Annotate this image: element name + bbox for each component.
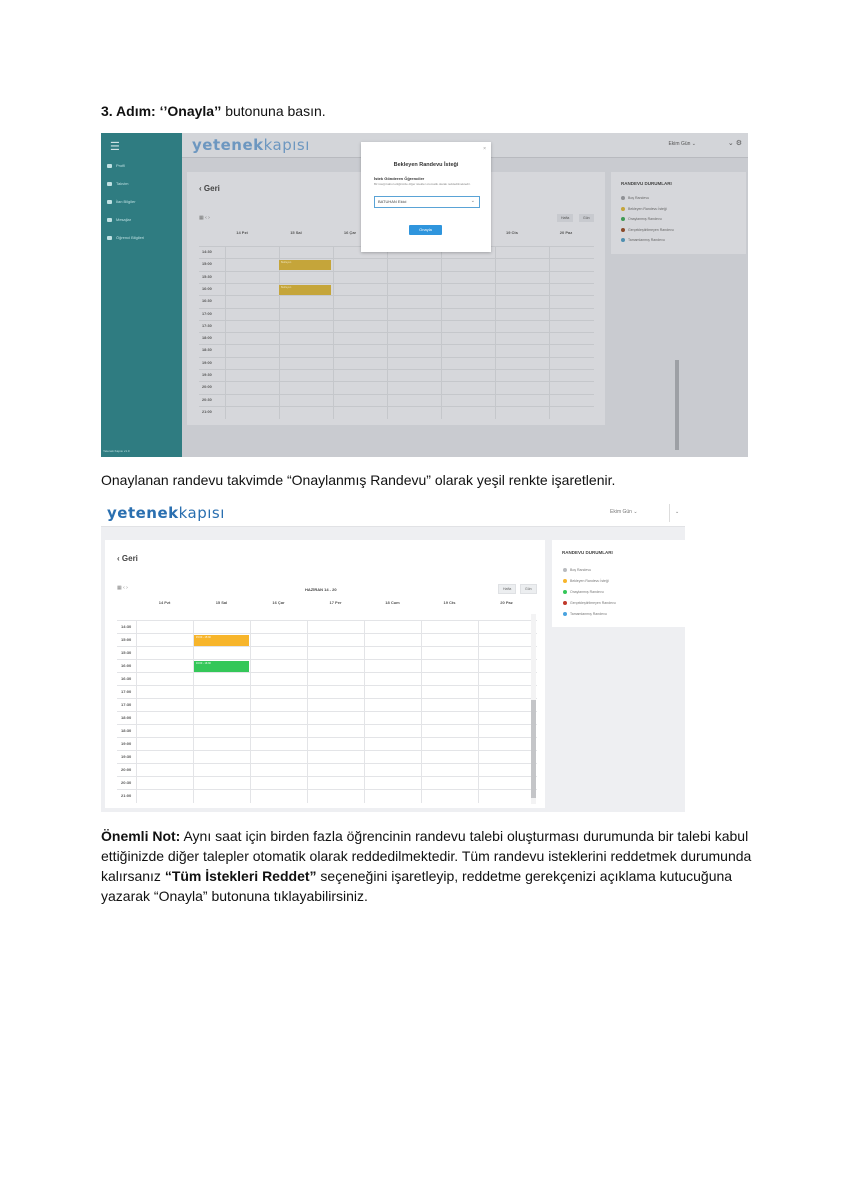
time-label: 17:30 [121, 702, 132, 707]
time-slot[interactable] [387, 272, 442, 284]
time-label: 17:00 [121, 689, 132, 694]
status-dot-icon [621, 238, 625, 242]
time-slot[interactable] [279, 309, 334, 321]
time-label: 20:30 [121, 780, 132, 785]
time-slot[interactable] [333, 395, 388, 407]
time-slot[interactable] [495, 370, 550, 382]
logo[interactable]: yetenekkapısı [192, 136, 310, 154]
close-icon[interactable]: × [483, 146, 486, 152]
legend-label: Tamamlanmış Randevu [570, 612, 607, 616]
view-day-button[interactable]: Gün [579, 214, 594, 222]
sidebar-item[interactable] [107, 217, 131, 222]
student-select-label: İstek Gönderen Öğrenciler [374, 176, 425, 181]
time-slot[interactable] [549, 345, 604, 357]
student-select-help: Bir isteği kabul ettiğinizde diğer istekler otomatik olarak reddedilmektedir. [374, 182, 471, 186]
time-slot[interactable] [495, 259, 550, 271]
time-row [199, 320, 594, 333]
time-slot[interactable] [387, 395, 442, 407]
time-slot[interactable] [387, 296, 442, 308]
time-slot[interactable] [441, 370, 496, 382]
time-label: 18:00 [202, 336, 212, 341]
time-slot[interactable] [279, 370, 334, 382]
time-slot[interactable] [225, 358, 280, 370]
time-slot[interactable] [549, 247, 604, 259]
time-slot[interactable] [279, 345, 334, 357]
appointment-label: Bekleyen [281, 261, 292, 265]
time-row [117, 633, 537, 647]
calendar-scrollbar[interactable] [531, 614, 536, 804]
status-legend-title: RANDEVU DURUMLARI [621, 181, 672, 186]
time-slot[interactable] [441, 284, 496, 296]
time-slot[interactable] [364, 790, 422, 803]
day-header: 19 Cts [505, 230, 518, 235]
status-dot-icon [621, 228, 625, 232]
status-legend-panel [552, 540, 685, 627]
time-label: 19:00 [202, 360, 212, 365]
time-slot[interactable] [441, 358, 496, 370]
day-header: 14 Pzt [158, 600, 171, 605]
day-header-row [117, 598, 537, 610]
time-row [117, 685, 537, 699]
scrollbar-thumb[interactable] [531, 700, 536, 798]
sidebar-item-label: İlan Bilgiler [116, 199, 136, 204]
header [101, 500, 685, 527]
legend-label: Bekleyen Randevu İsteği [570, 579, 609, 583]
time-slot[interactable] [441, 296, 496, 308]
time-slot[interactable] [333, 333, 388, 345]
legend-item [563, 568, 591, 572]
time-slot[interactable] [307, 790, 365, 803]
time-slot[interactable] [441, 259, 496, 271]
user-name[interactable]: Ekim Gün ⌄ [668, 141, 696, 147]
time-row [117, 737, 537, 751]
legend-label: Onaylanmış Randevu [628, 217, 662, 221]
time-label: 17:30 [202, 323, 212, 328]
status-dot-icon [563, 579, 567, 583]
logo[interactable]: yetenekkapısı [107, 504, 225, 522]
time-row [199, 258, 594, 271]
time-slot[interactable] [495, 309, 550, 321]
time-label: 16:30 [121, 676, 132, 681]
status-dot-icon [563, 568, 567, 572]
time-label: 20:00 [121, 767, 132, 772]
calendar-nav-icon[interactable]: ▦ ‹ › [117, 585, 128, 591]
step-heading-text: butonuna basın. [221, 103, 326, 119]
time-slot[interactable] [225, 321, 280, 333]
status-legend-panel [611, 172, 746, 254]
time-row [199, 271, 594, 284]
sidebar [101, 133, 182, 457]
sidebar-item-label: Profil [116, 163, 126, 168]
view-week-button[interactable]: Hafta [498, 584, 516, 594]
screenshot-approve-modal [101, 133, 748, 457]
time-slot[interactable] [225, 370, 280, 382]
time-row [199, 406, 594, 419]
sidebar-footer: Yetenek Kapısı v1.0 [103, 449, 130, 453]
time-slot[interactable] [279, 358, 334, 370]
time-slot[interactable] [225, 296, 280, 308]
modal-title: Bekleyen Randevu İsteği [393, 162, 459, 168]
time-slot[interactable] [225, 345, 280, 357]
legend-label: Gerçekleştirilmeyen Randevu [570, 601, 616, 605]
time-slot[interactable] [333, 345, 388, 357]
appointment-label: 16:00 - 16:30 [196, 662, 211, 665]
time-row [117, 711, 537, 725]
time-slot[interactable] [549, 358, 604, 370]
time-row [199, 295, 594, 308]
legend-item [621, 207, 667, 211]
time-row [199, 369, 594, 382]
time-slot[interactable] [333, 272, 388, 284]
time-slot[interactable] [225, 382, 280, 394]
time-label: 15:00 [202, 262, 212, 267]
view-week-button[interactable]: Hafta [557, 214, 573, 222]
time-row [199, 394, 594, 407]
time-slot[interactable] [225, 247, 280, 259]
student-select-value: BATUHAN Ekici [378, 199, 407, 204]
menu-icon[interactable]: ☰ [110, 141, 120, 153]
time-slot[interactable] [279, 395, 334, 407]
important-note [101, 826, 761, 906]
legend-label: Onaylanmış Randevu [570, 590, 604, 594]
time-slot[interactable] [495, 407, 550, 419]
legend-item [563, 579, 609, 583]
time-slot[interactable] [333, 382, 388, 394]
legend-item [621, 238, 665, 242]
time-label: 21:00 [202, 409, 212, 414]
time-slot[interactable] [441, 395, 496, 407]
time-slot[interactable] [387, 382, 442, 394]
day-header: 15 Sal [290, 230, 302, 235]
calendar-scrollbar[interactable] [675, 280, 679, 452]
time-slot[interactable] [279, 272, 334, 284]
header-divider [669, 504, 670, 522]
status-dot-icon [621, 217, 625, 221]
status-dot-icon [563, 601, 567, 605]
appointment-label: 15:00 - 15:30 [196, 636, 211, 639]
time-slot[interactable] [333, 321, 388, 333]
legend-label: Bekleyen Randevu İsteği [628, 206, 667, 211]
time-slot[interactable] [225, 284, 280, 296]
time-row [117, 776, 537, 790]
time-slot[interactable] [225, 395, 280, 407]
pending-appointment[interactable] [194, 635, 249, 646]
view-day-button[interactable]: Gün [520, 584, 537, 594]
legend-label: Gerçekleştirilmeyen Randevu [628, 227, 674, 232]
status-dot-icon [563, 590, 567, 594]
day-header: 18 Cum [385, 600, 400, 605]
time-slot[interactable] [193, 790, 251, 803]
time-slot[interactable] [495, 247, 550, 259]
time-label: 18:30 [121, 728, 132, 733]
time-slot[interactable] [279, 247, 334, 259]
time-slot[interactable] [495, 333, 550, 345]
legend-label: Tamamlanmış Randevu [628, 238, 665, 242]
day-header: 16 Çar [272, 600, 285, 605]
day-header: 20 Paz [559, 230, 573, 235]
day-header: 16 Çar [343, 230, 357, 235]
time-label: 17:00 [202, 311, 212, 316]
legend-item [621, 196, 649, 200]
legend-label: Boş Randevu [628, 196, 650, 200]
approved-appointment[interactable] [194, 661, 249, 672]
time-row [117, 620, 537, 634]
time-label: 19:00 [121, 741, 132, 746]
time-row [117, 646, 537, 660]
legend-item [621, 228, 674, 232]
time-slot[interactable] [495, 345, 550, 357]
back-button[interactable]: ‹ Geri [117, 554, 138, 563]
time-slot[interactable] [387, 333, 442, 345]
time-label: 15:30 [121, 650, 132, 655]
note-text-1: Aynı saat için birden fazla öğrencinin randevu talebi oluşturması durumunda bir talebi kabul ettiğinizde diğer talepler otomatik olarak reddedilmektedir. Tüm randevu isteklerini reddetmek durumunda kalırsanız [101, 828, 752, 884]
sidebar-item-label: Öğrenci Bilgileri [116, 235, 145, 240]
time-slot[interactable] [549, 296, 604, 308]
user-name[interactable]: Ekim Gün ⌄ [610, 509, 638, 515]
day-header: 14 Pzt [236, 230, 248, 235]
time-slot[interactable] [495, 321, 550, 333]
time-slot[interactable] [441, 333, 496, 345]
time-slot[interactable] [549, 407, 604, 419]
legend-label: Boş Randevu [570, 568, 592, 572]
sidebar-item[interactable] [107, 181, 128, 186]
time-slot[interactable] [225, 407, 280, 419]
sidebar-item-icon [107, 200, 112, 204]
calendar-nav-icon[interactable]: ▦ ‹ › [199, 215, 210, 221]
time-slot[interactable] [441, 272, 496, 284]
time-slot[interactable] [549, 259, 604, 271]
time-slot[interactable] [549, 395, 604, 407]
time-slot[interactable] [333, 284, 388, 296]
time-row [117, 659, 537, 673]
time-slot[interactable] [478, 790, 536, 803]
calendar-panel [105, 540, 545, 808]
back-button[interactable]: ‹ Geri [199, 184, 220, 193]
time-slot[interactable] [421, 790, 479, 803]
appointment-label: Bekleyen [281, 285, 292, 289]
time-slot[interactable] [279, 333, 334, 345]
time-row [199, 332, 594, 345]
time-slot[interactable] [441, 382, 496, 394]
status-dot-icon [621, 196, 625, 200]
sidebar-item-label: Mesajlar [116, 217, 132, 222]
time-slot[interactable] [387, 309, 442, 321]
note-bold: “Tüm İstekleri Reddet” [164, 868, 317, 884]
time-slot[interactable] [549, 284, 604, 296]
sidebar-item-icon [107, 236, 112, 240]
legend-item [563, 612, 607, 616]
pending-request-modal [361, 142, 491, 252]
scrollbar-thumb[interactable] [675, 360, 679, 450]
time-slot[interactable] [225, 333, 280, 345]
time-slot[interactable] [549, 272, 604, 284]
time-label: 20:30 [202, 397, 212, 402]
time-slot[interactable] [387, 345, 442, 357]
time-row [117, 763, 537, 777]
time-slot[interactable] [387, 407, 442, 419]
time-slot[interactable] [441, 345, 496, 357]
time-label: 18:00 [121, 715, 132, 720]
note-text-2: seçeneğini işaretleyip, reddetme gerekçenizi açıklama kutucuğuna yazarak “Onayla” butonuna tıklayabilirsiniz. [101, 868, 733, 904]
time-slot[interactable] [333, 358, 388, 370]
sidebar-item[interactable] [107, 163, 125, 168]
status-dot-icon [563, 612, 567, 616]
time-row [199, 381, 594, 394]
time-label: 16:00 [121, 663, 132, 668]
time-label: 21:00 [121, 793, 132, 798]
time-slot[interactable] [387, 358, 442, 370]
time-slot[interactable] [136, 790, 194, 803]
time-slot[interactable] [387, 321, 442, 333]
time-row [117, 789, 537, 803]
time-slot[interactable] [387, 259, 442, 271]
time-row [199, 344, 594, 357]
time-slot[interactable] [333, 370, 388, 382]
time-slot[interactable] [333, 407, 388, 419]
student-select[interactable] [374, 196, 480, 208]
time-slot[interactable] [333, 309, 388, 321]
sidebar-item-icon [107, 164, 112, 168]
time-slot[interactable] [495, 296, 550, 308]
sidebar-item[interactable] [107, 235, 144, 240]
status-legend-title: RANDEVU DURUMLARI [562, 550, 613, 555]
user-menu-icon[interactable]: ⌄ ⚙ [727, 140, 742, 147]
day-header: 17 Per [329, 600, 342, 605]
time-slot[interactable] [549, 382, 604, 394]
user-menu-icon[interactable]: ⌄ [675, 509, 680, 515]
time-slot[interactable] [495, 284, 550, 296]
step-heading-bold: 3. Adım: ‘’Onayla’’ [101, 103, 222, 119]
legend-item [621, 217, 662, 221]
time-row [117, 724, 537, 738]
approve-button[interactable]: Onayla [409, 225, 442, 235]
sidebar-item-icon [107, 182, 112, 186]
time-slot[interactable] [441, 321, 496, 333]
sidebar-item-label: Takvim [116, 181, 129, 186]
time-slot[interactable] [250, 790, 308, 803]
time-row [117, 750, 537, 764]
time-row [117, 698, 537, 712]
time-slot[interactable] [333, 296, 388, 308]
day-header: 19 Cts [443, 600, 456, 605]
time-label: 19:30 [121, 754, 132, 759]
time-slot[interactable] [333, 259, 388, 271]
time-slot[interactable] [279, 407, 334, 419]
date-range: HAZİRAN 14 - 20 [305, 587, 337, 592]
time-slot[interactable] [495, 382, 550, 394]
time-slot[interactable] [549, 333, 604, 345]
legend-item [563, 601, 616, 605]
time-label: 18:30 [202, 348, 212, 353]
screenshot-approved-calendar [101, 500, 685, 812]
time-slot[interactable] [441, 309, 496, 321]
status-dot-icon [621, 207, 625, 211]
time-slot[interactable] [279, 382, 334, 394]
legend-item [563, 590, 604, 594]
time-row [199, 308, 594, 321]
time-slot[interactable] [549, 309, 604, 321]
time-label: 20:00 [202, 385, 212, 390]
sidebar-item[interactable] [107, 199, 136, 204]
time-label: 19:30 [202, 373, 212, 377]
note-label: Önemli Not: [101, 828, 181, 844]
time-label: 15:30 [202, 274, 212, 279]
time-slot[interactable] [549, 321, 604, 333]
time-label: 14:30 [202, 250, 212, 254]
time-row [117, 672, 537, 686]
time-slot[interactable] [495, 272, 550, 284]
caption: Onaylanan randevu takvimde “Onaylanmış Randevu” olarak yeşil renkte işaretlenir. [101, 472, 616, 488]
time-slot[interactable] [387, 370, 442, 382]
time-row [199, 357, 594, 370]
sidebar-item-icon [107, 218, 112, 222]
time-label: 16:00 [202, 286, 212, 291]
time-row [199, 283, 594, 296]
day-header: 15 Sal [215, 600, 228, 605]
time-slot[interactable] [495, 395, 550, 407]
time-slot[interactable] [225, 309, 280, 321]
step-heading [101, 101, 326, 121]
time-slot[interactable] [225, 259, 280, 271]
day-header: 20 Paz [500, 600, 513, 605]
time-label: 14:30 [121, 624, 132, 629]
time-label: 15:00 [121, 637, 132, 642]
time-slot[interactable] [225, 272, 280, 284]
time-slot[interactable] [387, 284, 442, 296]
pending-appointment[interactable] [279, 260, 331, 270]
chevron-down-icon: ⌄ [470, 198, 475, 204]
time-slot[interactable] [549, 370, 604, 382]
time-label: 16:30 [202, 299, 212, 304]
time-slot[interactable] [279, 296, 334, 308]
time-slot[interactable] [495, 358, 550, 370]
time-slot[interactable] [279, 321, 334, 333]
time-slot[interactable] [441, 407, 496, 419]
pending-appointment[interactable] [279, 285, 331, 295]
